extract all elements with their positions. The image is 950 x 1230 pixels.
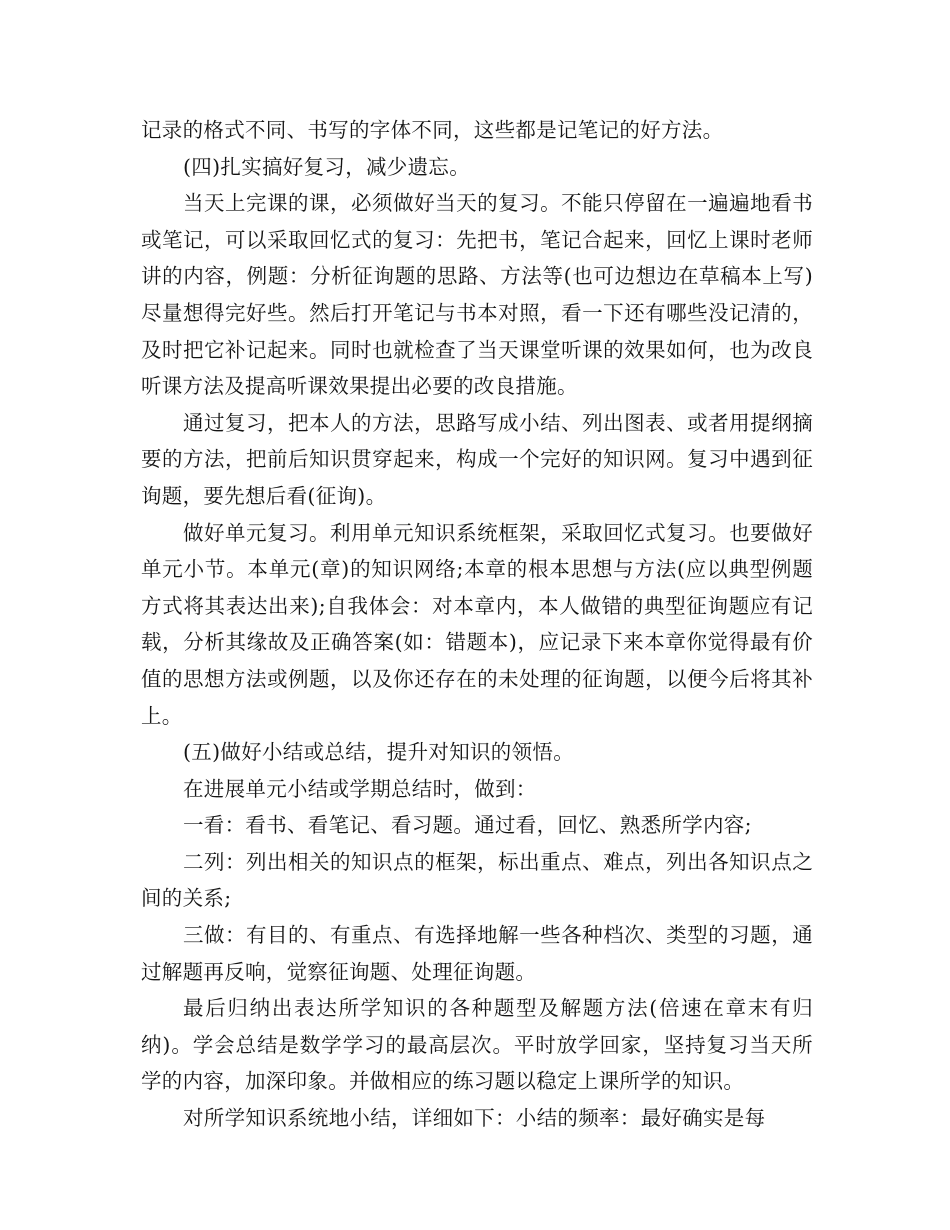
paragraph: (五)做好小结或总结，提升对知识的领悟。 — [183, 740, 574, 765]
paragraph: 对所学知识系统地小结，详细如下：小结的频率：最好确实是每 — [183, 1106, 766, 1131]
paragraph: 最后归纳出表达所学知识的各种题型及解题方法(倍速在章末有归纳)。学会总结是数学学习的最高层次。平时放学回家，坚持复习当天所学的内容，加深印象。并做相应的练习题以稳定上课所学的知识。 — [141, 996, 813, 1094]
paragraph: 三做：有目的、有重点、有选择地解一些各种档次、类型的习题，通过解题再反响，觉察征询题、处理征询题。 — [141, 923, 813, 984]
paragraph: 记录的格式不同、书写的字体不同，这些都是记笔记的好方法。 — [141, 118, 724, 142]
document-body — [141, 112, 813, 1137]
paragraph: 一看：看书、看笔记、看习题。通过看，回忆、熟悉所学内容; — [183, 813, 752, 838]
paragraph: 在进展单元小结或学期总结时，做到： — [183, 776, 537, 801]
paragraph: 通过复习，把本人的方法，思路写成小结、列出图表、或者用提纲摘要的方法，把前后知识贯穿起来，构成一个完好的知识网。复习中遇到征询题，要先想后看(征询)。 — [141, 410, 813, 508]
paragraph: 做好单元复习。利用单元知识系统框架，采取回忆式复习。也要做好单元小节。本单元(章)的知识网络;本章的根本思想与方法(应以典型例题方式将其表达出来);自我体会：对本章内，本人做错的典型征询题应有记载，分析其缘故及正确答案(如：错题本)，应记录下来本章你觉得最有价值的思想方法或例题，以及你还存在的未处理的征询题，以便今后将其补上。 — [141, 520, 813, 728]
paragraph: 二列：列出相关的知识点的框架，标出重点、难点，列出各知识点之间的关系; — [141, 849, 813, 911]
paragraph: 当天上完课的课，必须做好当天的复习。不能只停留在一遍遍地看书或笔记，可以采取回忆式的复习：先把书，笔记合起来，回忆上课时老师讲的内容，例题：分析征询题的思路、方法等(也可边想边在草稿本上写)尽量想得完好些。然后打开笔记与书本对照，看一下还有哪些没记清的，及时把它补记起来。同时也就检查了当天课堂听课的效果如何，也为改良听课方法及提高听课效果提出必要的改良措施。 — [141, 191, 813, 399]
paragraph: (四)扎实搞好复习，减少遗忘。 — [183, 154, 470, 179]
